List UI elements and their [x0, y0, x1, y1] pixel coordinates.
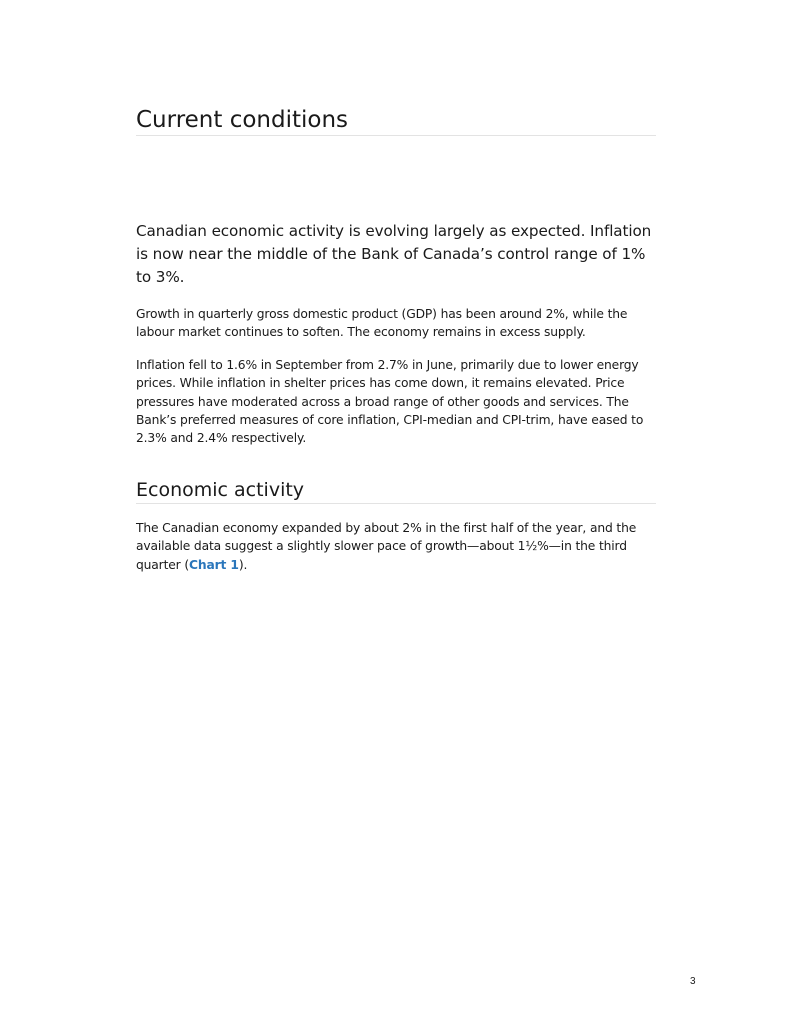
chart-1-link[interactable]: Chart 1 [189, 557, 239, 572]
section-title-current-conditions: Current conditions [136, 106, 656, 136]
paragraph-text-before-link: The Canadian economy expanded by about 2% in the first half of the year, and the available data suggest a slightly slower pace of growth—about 1½%—in the third quarter ( [136, 521, 637, 572]
body-paragraph-inflation: Inflation fell to 1.6% in September from 2.7% in June, primarily due to lower energy prices. While inflation in shelter prices has come down, it remains elevated. Price pressures have moderated across a broad range of other goods and services. The Bank’s preferred measures of core inflation, CPI-median and CPI-trim, have eased to 2.3% and 2.4% respectively. [136, 358, 644, 446]
paragraph-text-after-link: ). [238, 557, 248, 572]
body-paragraph-gdp: Growth in quarterly gross domestic product (GDP) has been around 2%, while the labour market continues to soften. The economy remains in excess supply. [136, 307, 628, 340]
body-paragraph-economic-activity [136, 519, 660, 574]
lead-paragraph: Canadian economic activity is evolving largely as expected. Inflation is now near the middle of the Bank of Canada’s control range of 1% to 3%. [136, 222, 652, 286]
page-number: 3 [690, 976, 696, 987]
section-title-economic-activity: Economic activity [136, 478, 656, 504]
